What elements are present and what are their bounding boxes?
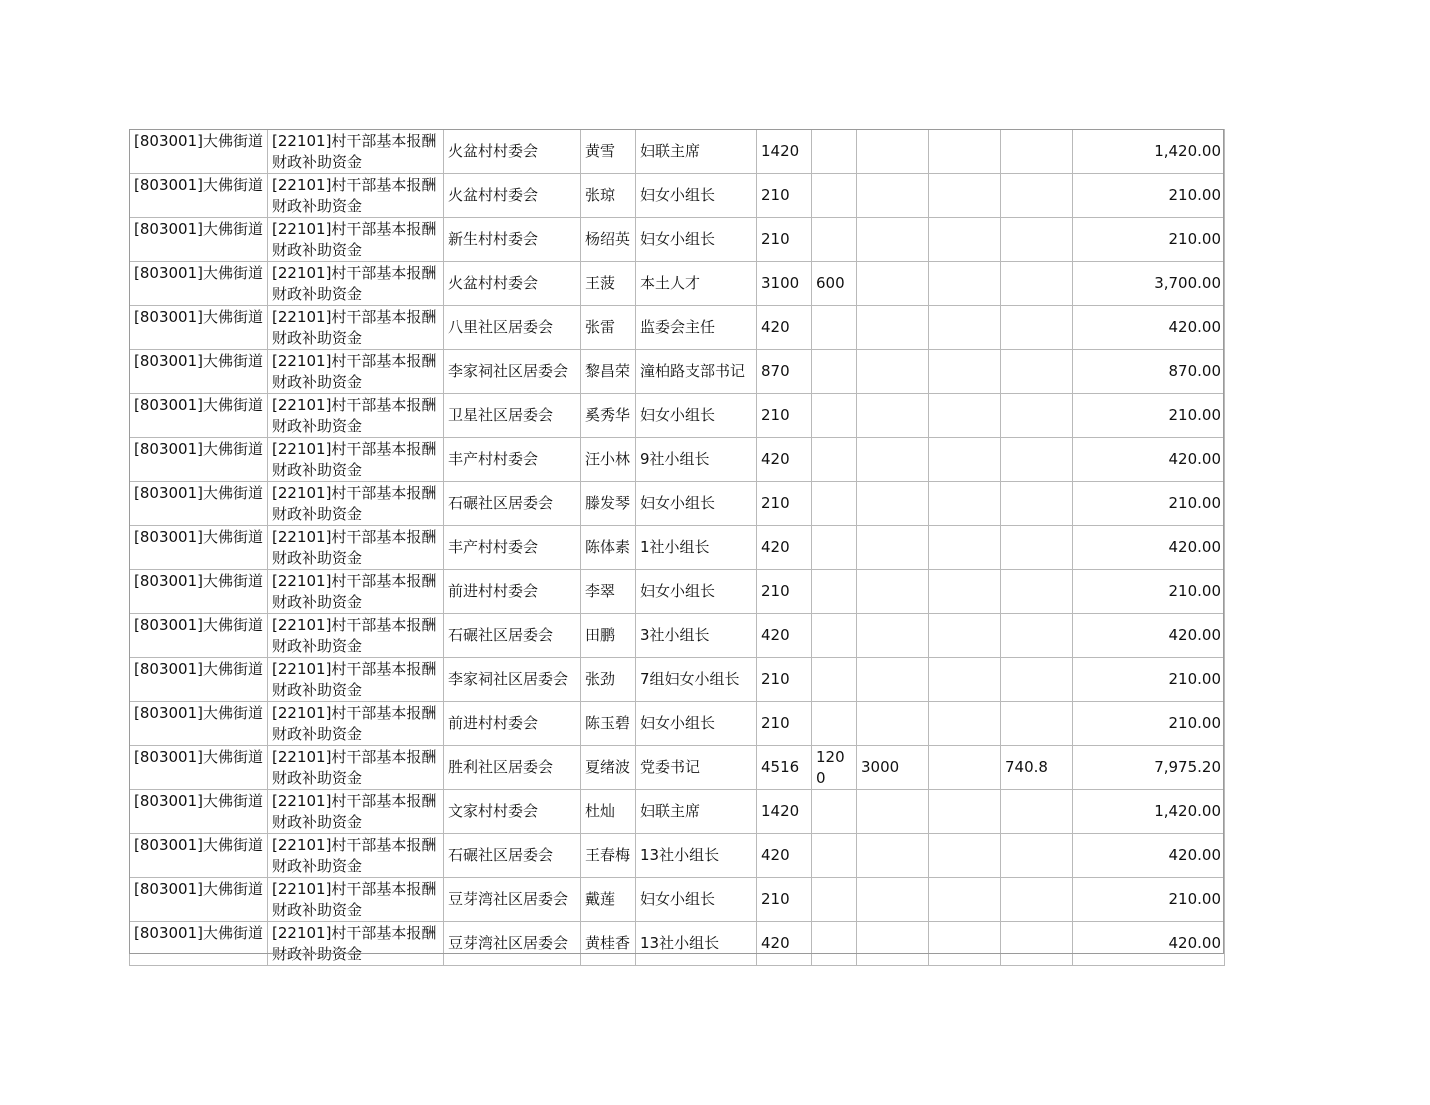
position-cell: 1社小组长 bbox=[636, 526, 757, 570]
table-row bbox=[130, 262, 1225, 306]
amount-2-cell bbox=[812, 482, 857, 526]
total-cell: 210.00 bbox=[1073, 878, 1225, 922]
table-row bbox=[130, 306, 1225, 350]
table-row bbox=[130, 614, 1225, 658]
amount-4-cell bbox=[929, 174, 1001, 218]
amount-1-cell: 1420 bbox=[757, 790, 812, 834]
person-name-cell: 王春梅 bbox=[581, 834, 636, 878]
amount-1-cell: 4516 bbox=[757, 746, 812, 790]
organization-cell: 胜利社区居委会 bbox=[444, 746, 581, 790]
table-row bbox=[130, 218, 1225, 262]
amount-5-cell bbox=[1001, 394, 1073, 438]
amount-5-cell bbox=[1001, 922, 1073, 966]
amount-3-cell bbox=[857, 526, 929, 570]
total-cell: 420.00 bbox=[1073, 438, 1225, 482]
project-cell: [22101]村干部基本报酬财政补助资金 bbox=[268, 614, 444, 658]
position-cell: 妇女小组长 bbox=[636, 702, 757, 746]
table-row bbox=[130, 922, 1225, 966]
unit-cell: [803001]大佛街道 bbox=[130, 130, 268, 174]
amount-2-cell bbox=[812, 922, 857, 966]
amount-5-cell bbox=[1001, 658, 1073, 702]
amount-1-cell: 420 bbox=[757, 614, 812, 658]
amount-5-cell bbox=[1001, 350, 1073, 394]
project-cell: [22101]村干部基本报酬财政补助资金 bbox=[268, 262, 444, 306]
amount-2-cell bbox=[812, 174, 857, 218]
position-cell: 妇女小组长 bbox=[636, 570, 757, 614]
position-cell: 妇女小组长 bbox=[636, 174, 757, 218]
table-row bbox=[130, 658, 1225, 702]
person-name-cell: 杨绍英 bbox=[581, 218, 636, 262]
amount-1-cell: 210 bbox=[757, 878, 812, 922]
project-cell: [22101]村干部基本报酬财政补助资金 bbox=[268, 482, 444, 526]
person-name-cell: 杜灿 bbox=[581, 790, 636, 834]
amount-2-cell: 600 bbox=[812, 262, 857, 306]
position-cell: 妇联主席 bbox=[636, 790, 757, 834]
amount-4-cell bbox=[929, 746, 1001, 790]
person-name-cell: 黎昌荣 bbox=[581, 350, 636, 394]
organization-cell: 李家祠社区居委会 bbox=[444, 658, 581, 702]
amount-3-cell bbox=[857, 306, 929, 350]
amount-4-cell bbox=[929, 570, 1001, 614]
unit-cell: [803001]大佛街道 bbox=[130, 482, 268, 526]
organization-cell: 新生村村委会 bbox=[444, 218, 581, 262]
total-cell: 1,420.00 bbox=[1073, 790, 1225, 834]
amount-2-cell bbox=[812, 218, 857, 262]
person-name-cell: 陈体素 bbox=[581, 526, 636, 570]
organization-cell: 文家村村委会 bbox=[444, 790, 581, 834]
amount-2-cell bbox=[812, 790, 857, 834]
amount-1-cell: 870 bbox=[757, 350, 812, 394]
amount-4-cell bbox=[929, 878, 1001, 922]
project-cell: [22101]村干部基本报酬财政补助资金 bbox=[268, 306, 444, 350]
project-cell: [22101]村干部基本报酬财政补助资金 bbox=[268, 922, 444, 966]
amount-1-cell: 210 bbox=[757, 482, 812, 526]
amount-5-cell bbox=[1001, 834, 1073, 878]
amount-3-cell bbox=[857, 834, 929, 878]
amount-1-cell: 210 bbox=[757, 394, 812, 438]
amount-3-cell bbox=[857, 394, 929, 438]
organization-cell: 前进村村委会 bbox=[444, 570, 581, 614]
amount-1-cell: 210 bbox=[757, 702, 812, 746]
amount-5-cell bbox=[1001, 262, 1073, 306]
amount-3-cell bbox=[857, 438, 929, 482]
table-row bbox=[130, 790, 1225, 834]
position-cell: 妇女小组长 bbox=[636, 482, 757, 526]
amount-5-cell bbox=[1001, 570, 1073, 614]
table-row bbox=[130, 834, 1225, 878]
project-cell: [22101]村干部基本报酬财政补助资金 bbox=[268, 350, 444, 394]
amount-3-cell bbox=[857, 350, 929, 394]
amount-3-cell bbox=[857, 262, 929, 306]
amount-2-cell bbox=[812, 614, 857, 658]
project-cell: [22101]村干部基本报酬财政补助资金 bbox=[268, 878, 444, 922]
table-row bbox=[130, 438, 1225, 482]
position-cell: 妇女小组长 bbox=[636, 878, 757, 922]
amount-2-cell bbox=[812, 306, 857, 350]
amount-4-cell bbox=[929, 790, 1001, 834]
amount-1-cell: 1420 bbox=[757, 130, 812, 174]
unit-cell: [803001]大佛街道 bbox=[130, 702, 268, 746]
amount-1-cell: 210 bbox=[757, 570, 812, 614]
amount-4-cell bbox=[929, 262, 1001, 306]
table-row bbox=[130, 350, 1225, 394]
unit-cell: [803001]大佛街道 bbox=[130, 922, 268, 966]
person-name-cell: 李翠 bbox=[581, 570, 636, 614]
organization-cell: 前进村村委会 bbox=[444, 702, 581, 746]
unit-cell: [803001]大佛街道 bbox=[130, 658, 268, 702]
table-row bbox=[130, 526, 1225, 570]
unit-cell: [803001]大佛街道 bbox=[130, 438, 268, 482]
payroll-table bbox=[129, 129, 1225, 966]
organization-cell: 石碾社区居委会 bbox=[444, 834, 581, 878]
unit-cell: [803001]大佛街道 bbox=[130, 262, 268, 306]
unit-cell: [803001]大佛街道 bbox=[130, 306, 268, 350]
person-name-cell: 滕发琴 bbox=[581, 482, 636, 526]
amount-2-cell bbox=[812, 130, 857, 174]
total-cell: 420.00 bbox=[1073, 834, 1225, 878]
person-name-cell: 田鹏 bbox=[581, 614, 636, 658]
total-cell: 870.00 bbox=[1073, 350, 1225, 394]
table-row bbox=[130, 570, 1225, 614]
amount-5-cell bbox=[1001, 702, 1073, 746]
amount-1-cell: 420 bbox=[757, 526, 812, 570]
table-row bbox=[130, 130, 1225, 174]
amount-4-cell bbox=[929, 834, 1001, 878]
unit-cell: [803001]大佛街道 bbox=[130, 526, 268, 570]
table-row bbox=[130, 878, 1225, 922]
amount-5-cell bbox=[1001, 790, 1073, 834]
project-cell: [22101]村干部基本报酬财政补助资金 bbox=[268, 834, 444, 878]
organization-cell: 丰产村村委会 bbox=[444, 526, 581, 570]
position-cell: 党委书记 bbox=[636, 746, 757, 790]
amount-2-cell: 1200 bbox=[812, 746, 857, 790]
total-cell: 420.00 bbox=[1073, 306, 1225, 350]
position-cell: 妇联主席 bbox=[636, 130, 757, 174]
amount-3-cell bbox=[857, 614, 929, 658]
person-name-cell: 夏绪波 bbox=[581, 746, 636, 790]
amount-3-cell: 3000 bbox=[857, 746, 929, 790]
amount-3-cell bbox=[857, 790, 929, 834]
total-cell: 3,700.00 bbox=[1073, 262, 1225, 306]
position-cell: 监委会主任 bbox=[636, 306, 757, 350]
amount-3-cell bbox=[857, 570, 929, 614]
amount-3-cell bbox=[857, 130, 929, 174]
amount-1-cell: 420 bbox=[757, 306, 812, 350]
total-cell: 210.00 bbox=[1073, 174, 1225, 218]
project-cell: [22101]村干部基本报酬财政补助资金 bbox=[268, 174, 444, 218]
project-cell: [22101]村干部基本报酬财政补助资金 bbox=[268, 438, 444, 482]
person-name-cell: 黄桂香 bbox=[581, 922, 636, 966]
position-cell: 13社小组长 bbox=[636, 922, 757, 966]
total-cell: 210.00 bbox=[1073, 482, 1225, 526]
person-name-cell: 张劲 bbox=[581, 658, 636, 702]
project-cell: [22101]村干部基本报酬财政补助资金 bbox=[268, 702, 444, 746]
amount-4-cell bbox=[929, 614, 1001, 658]
amount-4-cell bbox=[929, 702, 1001, 746]
table-row bbox=[130, 174, 1225, 218]
amount-1-cell: 210 bbox=[757, 658, 812, 702]
amount-2-cell bbox=[812, 350, 857, 394]
table-body bbox=[130, 130, 1225, 966]
amount-1-cell: 210 bbox=[757, 174, 812, 218]
amount-1-cell: 420 bbox=[757, 834, 812, 878]
organization-cell: 卫星社区居委会 bbox=[444, 394, 581, 438]
total-cell: 210.00 bbox=[1073, 570, 1225, 614]
amount-4-cell bbox=[929, 658, 1001, 702]
organization-cell: 石碾社区居委会 bbox=[444, 614, 581, 658]
total-cell: 7,975.20 bbox=[1073, 746, 1225, 790]
position-cell: 潼柏路支部书记 bbox=[636, 350, 757, 394]
total-cell: 210.00 bbox=[1073, 218, 1225, 262]
amount-3-cell bbox=[857, 482, 929, 526]
organization-cell: 豆芽湾社区居委会 bbox=[444, 878, 581, 922]
amount-1-cell: 420 bbox=[757, 922, 812, 966]
amount-5-cell bbox=[1001, 218, 1073, 262]
unit-cell: [803001]大佛街道 bbox=[130, 834, 268, 878]
amount-4-cell bbox=[929, 130, 1001, 174]
total-cell: 420.00 bbox=[1073, 526, 1225, 570]
project-cell: [22101]村干部基本报酬财政补助资金 bbox=[268, 790, 444, 834]
position-cell: 妇女小组长 bbox=[636, 394, 757, 438]
amount-4-cell bbox=[929, 438, 1001, 482]
person-name-cell: 汪小林 bbox=[581, 438, 636, 482]
organization-cell: 豆芽湾社区居委会 bbox=[444, 922, 581, 966]
amount-4-cell bbox=[929, 526, 1001, 570]
unit-cell: [803001]大佛街道 bbox=[130, 746, 268, 790]
amount-1-cell: 3100 bbox=[757, 262, 812, 306]
total-cell: 210.00 bbox=[1073, 702, 1225, 746]
organization-cell: 火盆村村委会 bbox=[444, 174, 581, 218]
unit-cell: [803001]大佛街道 bbox=[130, 570, 268, 614]
organization-cell: 丰产村村委会 bbox=[444, 438, 581, 482]
position-cell: 7组妇女小组长 bbox=[636, 658, 757, 702]
person-name-cell: 陈玉碧 bbox=[581, 702, 636, 746]
unit-cell: [803001]大佛街道 bbox=[130, 878, 268, 922]
total-cell: 210.00 bbox=[1073, 658, 1225, 702]
organization-cell: 火盆村村委会 bbox=[444, 130, 581, 174]
position-cell: 本土人才 bbox=[636, 262, 757, 306]
amount-1-cell: 210 bbox=[757, 218, 812, 262]
amount-2-cell bbox=[812, 834, 857, 878]
project-cell: [22101]村干部基本报酬财政补助资金 bbox=[268, 570, 444, 614]
table-row bbox=[130, 746, 1225, 790]
amount-2-cell bbox=[812, 658, 857, 702]
unit-cell: [803001]大佛街道 bbox=[130, 614, 268, 658]
amount-5-cell bbox=[1001, 878, 1073, 922]
project-cell: [22101]村干部基本报酬财政补助资金 bbox=[268, 658, 444, 702]
unit-cell: [803001]大佛街道 bbox=[130, 218, 268, 262]
amount-2-cell bbox=[812, 526, 857, 570]
amount-4-cell bbox=[929, 306, 1001, 350]
project-cell: [22101]村干部基本报酬财政补助资金 bbox=[268, 130, 444, 174]
total-cell: 420.00 bbox=[1073, 922, 1225, 966]
position-cell: 妇女小组长 bbox=[636, 218, 757, 262]
project-cell: [22101]村干部基本报酬财政补助资金 bbox=[268, 218, 444, 262]
project-cell: [22101]村干部基本报酬财政补助资金 bbox=[268, 394, 444, 438]
amount-5-cell bbox=[1001, 174, 1073, 218]
amount-4-cell bbox=[929, 218, 1001, 262]
amount-5-cell bbox=[1001, 438, 1073, 482]
position-cell: 3社小组长 bbox=[636, 614, 757, 658]
amount-5-cell: 740.8 bbox=[1001, 746, 1073, 790]
amount-2-cell bbox=[812, 394, 857, 438]
unit-cell: [803001]大佛街道 bbox=[130, 350, 268, 394]
amount-5-cell bbox=[1001, 526, 1073, 570]
amount-2-cell bbox=[812, 570, 857, 614]
amount-4-cell bbox=[929, 394, 1001, 438]
total-cell: 210.00 bbox=[1073, 394, 1225, 438]
amount-4-cell bbox=[929, 350, 1001, 394]
amount-3-cell bbox=[857, 702, 929, 746]
organization-cell: 李家祠社区居委会 bbox=[444, 350, 581, 394]
table-row bbox=[130, 394, 1225, 438]
project-cell: [22101]村干部基本报酬财政补助资金 bbox=[268, 746, 444, 790]
amount-2-cell bbox=[812, 702, 857, 746]
organization-cell: 火盆村村委会 bbox=[444, 262, 581, 306]
unit-cell: [803001]大佛街道 bbox=[130, 790, 268, 834]
amount-3-cell bbox=[857, 878, 929, 922]
amount-2-cell bbox=[812, 438, 857, 482]
unit-cell: [803001]大佛街道 bbox=[130, 394, 268, 438]
project-cell: [22101]村干部基本报酬财政补助资金 bbox=[268, 526, 444, 570]
person-name-cell: 王菠 bbox=[581, 262, 636, 306]
amount-3-cell bbox=[857, 922, 929, 966]
amount-5-cell bbox=[1001, 614, 1073, 658]
person-name-cell: 奚秀华 bbox=[581, 394, 636, 438]
organization-cell: 八里社区居委会 bbox=[444, 306, 581, 350]
amount-2-cell bbox=[812, 878, 857, 922]
amount-4-cell bbox=[929, 482, 1001, 526]
amount-1-cell: 420 bbox=[757, 438, 812, 482]
position-cell: 9社小组长 bbox=[636, 438, 757, 482]
person-name-cell: 戴莲 bbox=[581, 878, 636, 922]
amount-4-cell bbox=[929, 922, 1001, 966]
amount-5-cell bbox=[1001, 482, 1073, 526]
total-cell: 1,420.00 bbox=[1073, 130, 1225, 174]
amount-5-cell bbox=[1001, 306, 1073, 350]
total-cell: 420.00 bbox=[1073, 614, 1225, 658]
table-row bbox=[130, 702, 1225, 746]
person-name-cell: 张雷 bbox=[581, 306, 636, 350]
amount-3-cell bbox=[857, 218, 929, 262]
person-name-cell: 张琼 bbox=[581, 174, 636, 218]
table-row bbox=[130, 482, 1225, 526]
organization-cell: 石碾社区居委会 bbox=[444, 482, 581, 526]
unit-cell: [803001]大佛街道 bbox=[130, 174, 268, 218]
amount-3-cell bbox=[857, 174, 929, 218]
person-name-cell: 黄雪 bbox=[581, 130, 636, 174]
amount-3-cell bbox=[857, 658, 929, 702]
position-cell: 13社小组长 bbox=[636, 834, 757, 878]
amount-5-cell bbox=[1001, 130, 1073, 174]
